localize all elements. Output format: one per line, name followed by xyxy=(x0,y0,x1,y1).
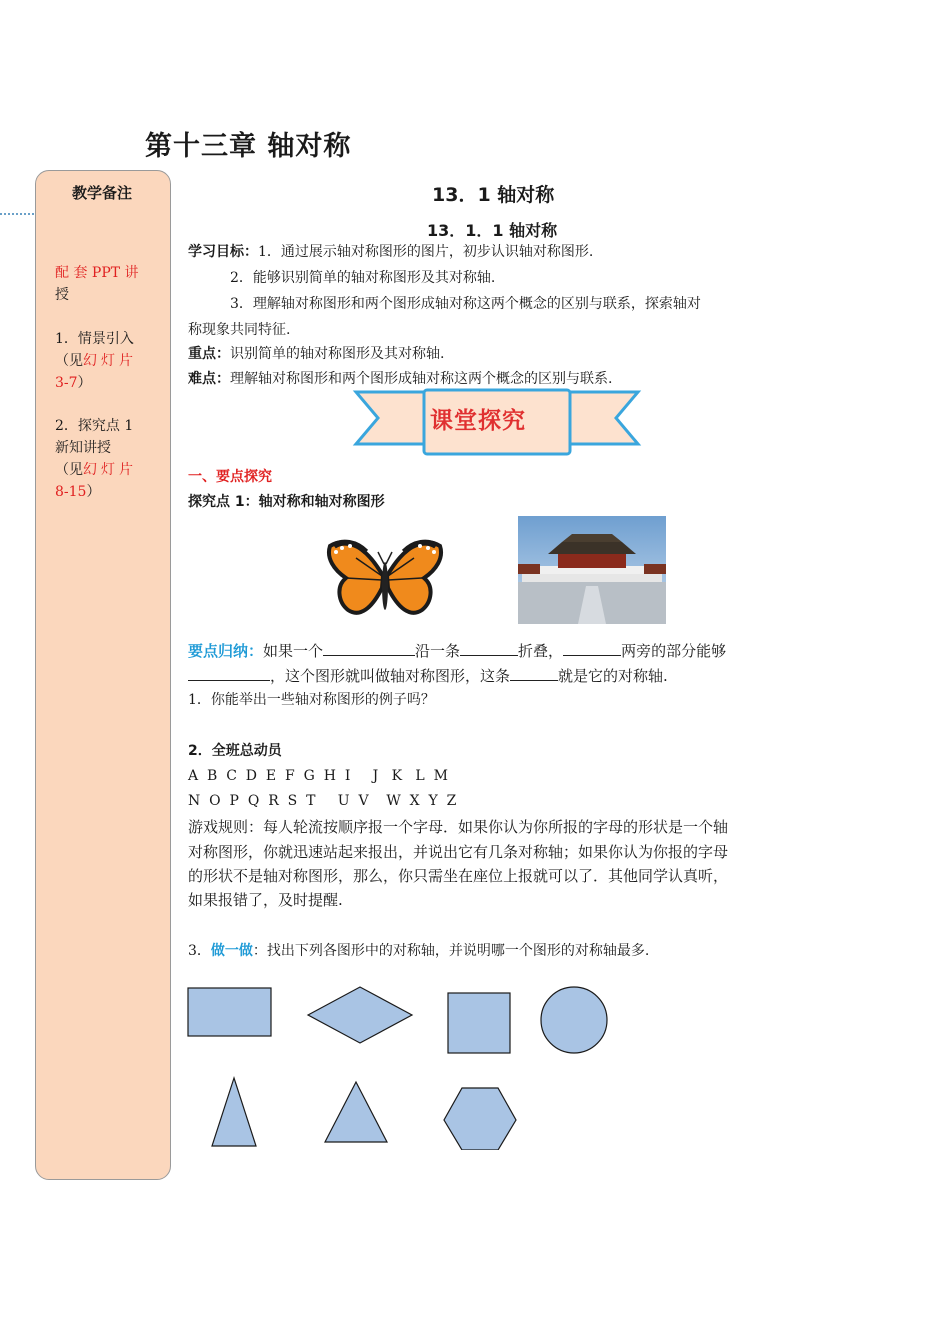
palace-image xyxy=(518,516,666,624)
key-text: 识别简单的轴对称图形及其对称轴. xyxy=(230,346,445,362)
key-label: 重点： xyxy=(188,346,230,362)
circle-shape xyxy=(541,987,607,1053)
equilateral-triangle-shape xyxy=(325,1082,387,1142)
subsection-title: 13．1．1 轴对称 xyxy=(427,221,558,240)
isosceles-triangle-shape xyxy=(212,1078,256,1146)
blank-4[interactable] xyxy=(188,666,270,681)
summary-label: 要点归纳： xyxy=(188,642,264,660)
question-3 xyxy=(188,941,649,961)
goal-2: 2．能够识别简单的轴对称图形及其对称轴. xyxy=(230,270,496,286)
item2-title: 2．探究点 1 xyxy=(55,418,134,434)
rule-line-2: 对称图形，你就迅速站起来报出，并说出它有几条对称轴；如果你认为你报的字母 xyxy=(188,843,729,861)
blank-3[interactable] xyxy=(563,641,621,656)
rhombus-shape xyxy=(308,987,412,1043)
q3-text: ：找出下列各图形中的对称轴，并说明哪一个图形的对称轴最多. xyxy=(252,943,650,959)
section-title: 13．1 轴对称 xyxy=(432,184,555,206)
blank-2[interactable] xyxy=(460,641,518,656)
ppt-label-a: 配 套 PPT 讲 xyxy=(55,265,139,281)
item1-post: ） xyxy=(77,375,92,391)
question-1: 1．你能举出一些轴对称图形的例子吗？ xyxy=(188,692,435,708)
square-shape xyxy=(448,993,510,1053)
rule-line-1: 游戏规则：每人轮流按顺序报一个字母．如果你认为你所报的字母的形状是一个轴 xyxy=(188,818,729,836)
explore-heading: 一、要点探究 xyxy=(188,469,272,485)
summary-t6: 就是它的对称轴. xyxy=(558,667,668,685)
item1-slide-range: 3-7 xyxy=(55,375,78,391)
key-point xyxy=(188,344,444,364)
letters-row-1: A B C D E F G H I J K L M xyxy=(188,768,448,784)
difficulty-label: 难点： xyxy=(188,371,230,387)
item1-slide-label: 幻灯片 xyxy=(83,353,137,369)
item2-post: ） xyxy=(86,484,101,500)
question-2-title: 2．全班总动员 xyxy=(188,743,282,759)
rule-line-4: 如果报错了，及时提醒. xyxy=(188,891,343,909)
q3-number: 3． xyxy=(188,943,211,959)
goal-3b: 称现象共同特征. xyxy=(188,322,291,338)
rule-line-3: 的形状不是轴对称图形，那么，你只需坐在座位上报就可以了．其他同学认真听， xyxy=(188,867,729,885)
difficulty-text: 理解轴对称图形和两个图形成轴对称这两个概念的区别与联系. xyxy=(230,371,613,387)
letters-row-2: N O P Q R S T U V W X Y Z xyxy=(188,793,457,809)
sidebar-item-1 xyxy=(55,328,159,394)
summary-t2: 沿一条 xyxy=(415,642,461,660)
rectangle-shape xyxy=(188,988,271,1036)
banner-text: 课堂探究 xyxy=(430,408,526,434)
shapes-figure xyxy=(186,984,616,1150)
summary-t3: 折叠， xyxy=(518,642,564,660)
blank-5[interactable] xyxy=(510,666,558,681)
summary-t5: ，这个图形就叫做轴对称图形，这条 xyxy=(270,667,511,685)
teaching-notes-sidebar xyxy=(35,170,171,1180)
item1-pre: （见 xyxy=(55,353,83,369)
explore-point-1: 探究点 1：轴对称和轴对称图形 xyxy=(188,494,385,510)
goal-3a: 3．理解轴对称图形和两个图形成轴对称这两个概念的区别与联系，探索轴对 xyxy=(230,296,701,312)
sidebar-item-2 xyxy=(55,415,159,503)
chapter-title: 第十三章 轴对称 xyxy=(145,131,352,162)
goals-label: 学习目标： xyxy=(188,244,258,260)
summary-t1: 如果一个 xyxy=(263,642,324,660)
butterfly-image xyxy=(326,536,444,632)
goals-line-1 xyxy=(188,242,593,262)
hexagon-shape xyxy=(444,1088,516,1150)
summary-line-1 xyxy=(188,641,726,661)
item2-slide-label: 幻灯片 xyxy=(83,462,137,478)
item1-title: 1．情景引入 xyxy=(55,331,134,347)
goal-1: 1．通过展示轴对称图形的图片，初步认识轴对称图形. xyxy=(258,244,594,260)
item2-slide-range: 8-15 xyxy=(55,484,87,500)
item2-subtitle: 新知讲授 xyxy=(55,440,111,456)
blank-1[interactable] xyxy=(323,641,415,656)
sidebar-ppt-note xyxy=(55,262,159,306)
ppt-label-b: 授 xyxy=(55,287,69,303)
item2-pre: （见 xyxy=(55,462,83,478)
summary-line-2 xyxy=(188,666,668,686)
summary-t4: 两旁的部分能够 xyxy=(621,642,727,660)
sidebar-title: 教学备注 xyxy=(72,184,133,202)
q3-label: 做一做 xyxy=(210,943,253,959)
